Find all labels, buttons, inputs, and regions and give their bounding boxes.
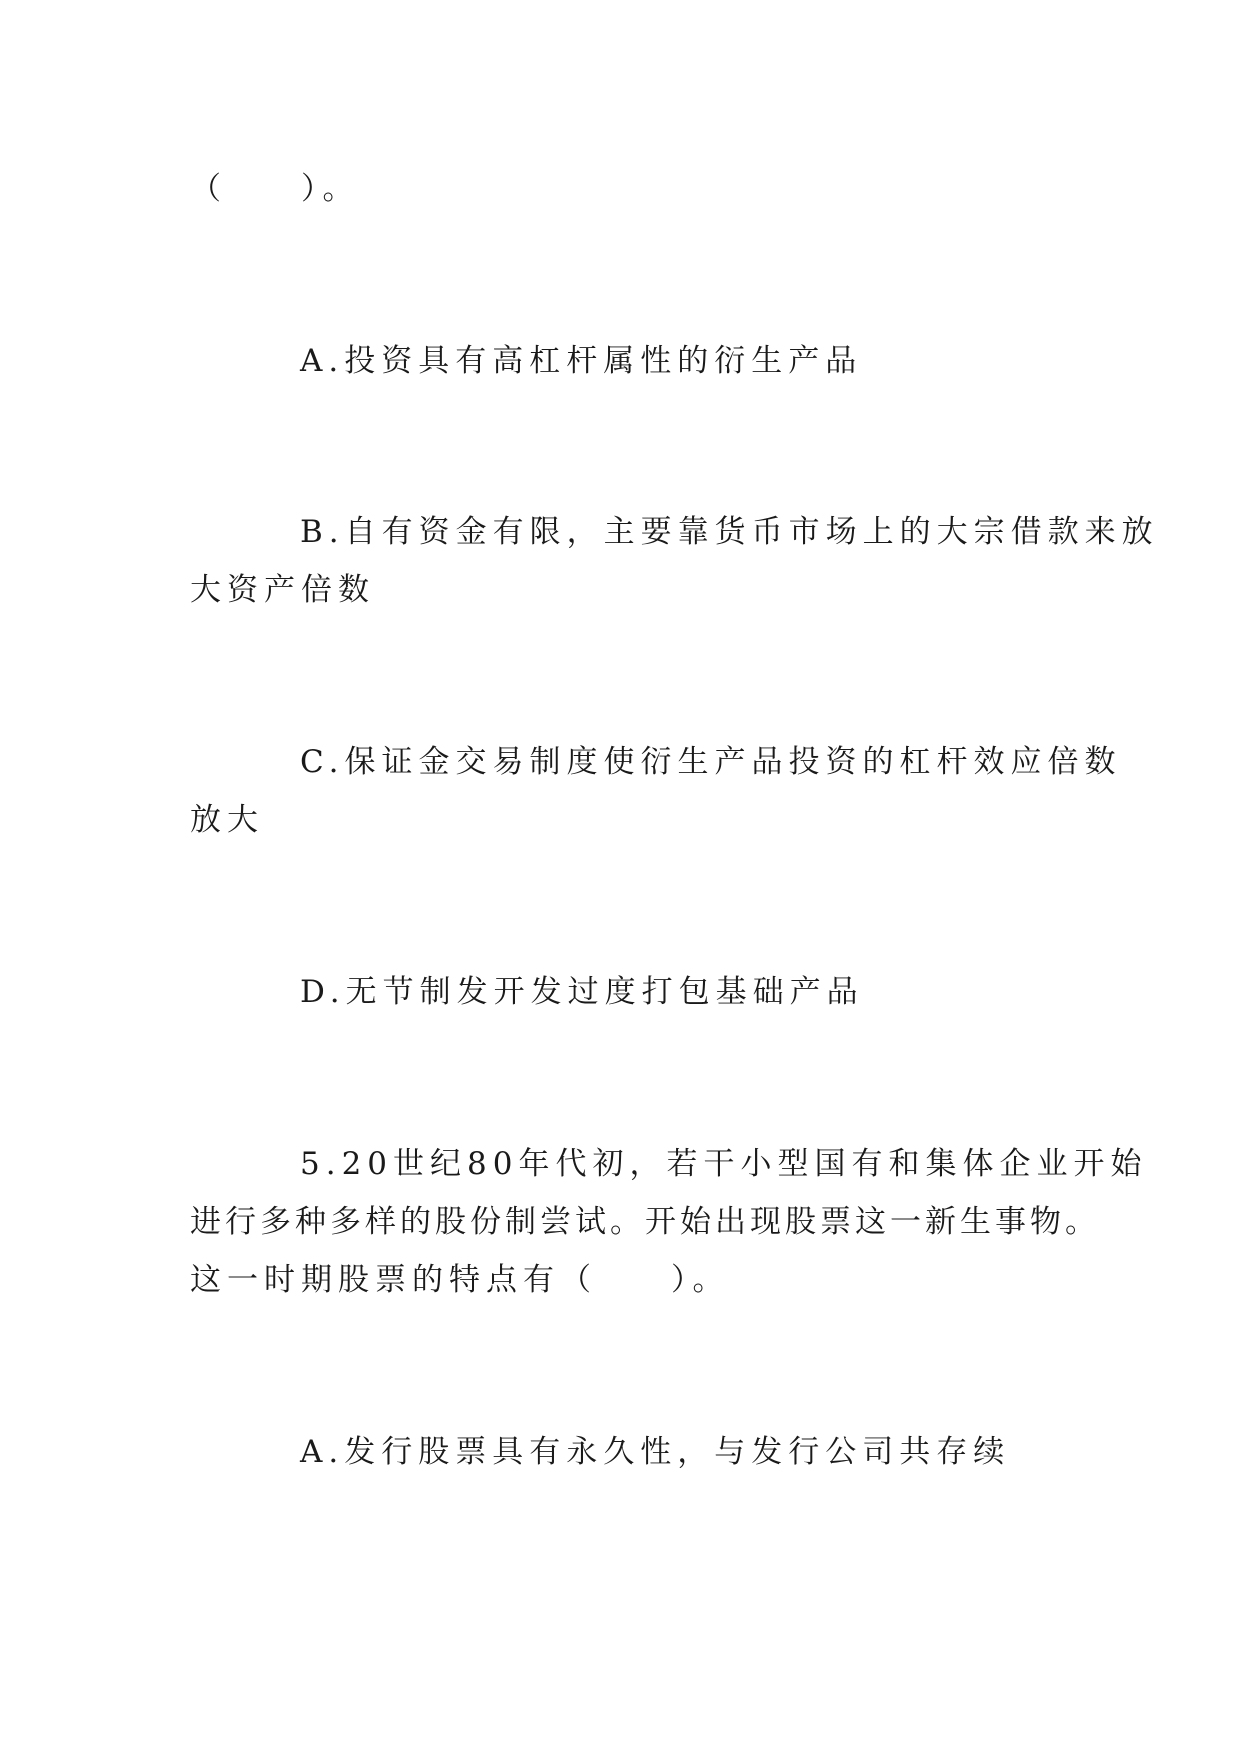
question5-option-a: A.发行股票具有永久性，与发行公司共存续 bbox=[300, 1434, 1011, 1470]
question5-stem: 5.20世纪80年代初，若干小型国有和集体企业开始 bbox=[300, 1146, 1148, 1182]
question4-option-a: A.投资具有高杠杆属性的衍生产品 bbox=[300, 343, 863, 379]
question5-stem-cont1: 进行多种多样的股份制尝试。开始出现股票这一新生事物。 bbox=[190, 1204, 1100, 1240]
question4-option-b-cont: 大资产倍数 bbox=[190, 572, 375, 608]
question5-stem-cont2: 这一时期股票的特点有（ ）。 bbox=[190, 1262, 730, 1298]
question4-option-d: D.无节制发开发过度打包基础产品 bbox=[300, 974, 864, 1010]
question4-stem-tail: （ ）。 bbox=[190, 171, 360, 207]
question4-option-c: C.保证金交易制度使衍生产品投资的杠杆效应倍数 bbox=[300, 744, 1122, 780]
question4-option-b: B.自有资金有限，主要靠货币市场上的大宗借款来放 bbox=[300, 514, 1159, 550]
question4-option-c-cont: 放大 bbox=[190, 802, 264, 838]
